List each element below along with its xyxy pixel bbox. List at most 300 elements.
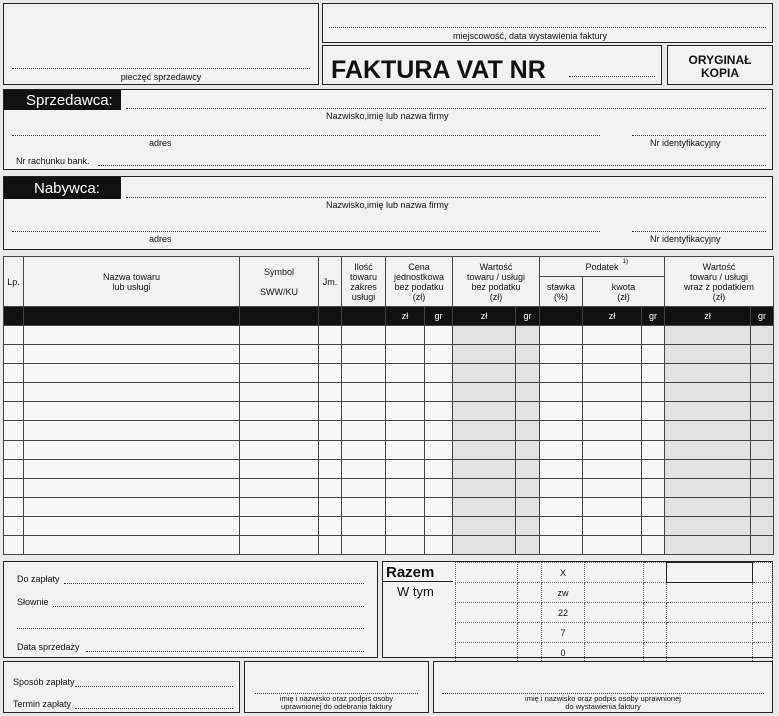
summary-cell[interactable] (456, 583, 518, 603)
table-cell[interactable] (642, 345, 665, 364)
table-cell[interactable] (342, 459, 386, 478)
table-cell[interactable] (665, 459, 751, 478)
table-cell[interactable] (665, 536, 751, 555)
summary-row (456, 643, 773, 663)
table-cell[interactable] (342, 345, 386, 364)
table-cell[interactable] (4, 326, 24, 345)
header-symbol (240, 257, 319, 307)
table-cell[interactable] (24, 536, 240, 555)
table-cell[interactable] (425, 345, 453, 364)
table-cell[interactable] (751, 402, 774, 421)
summary-rate-cell: 7 (542, 623, 585, 643)
table-cell[interactable] (453, 345, 516, 364)
summary-cell[interactable] (456, 603, 518, 623)
payment-box (3, 561, 378, 658)
seller-address-caption: adres (149, 138, 172, 148)
summary-rate-cell: X (542, 563, 585, 583)
table-cell[interactable] (751, 440, 774, 459)
summary-cell[interactable] (456, 643, 518, 663)
table-cell[interactable] (425, 497, 453, 516)
summary-cell[interactable] (456, 563, 518, 583)
sub-price-gr: gr (425, 307, 453, 326)
table-cell[interactable] (386, 326, 425, 345)
table-cell[interactable] (642, 536, 665, 555)
table-cell[interactable] (386, 364, 425, 383)
table-cell[interactable] (751, 459, 774, 478)
invoice-title: FAKTURA VAT NR (331, 56, 546, 84)
table-cell[interactable] (665, 326, 751, 345)
table-cell[interactable] (453, 440, 516, 459)
header-tax-rate: stawka (%) (540, 277, 583, 307)
table-row (4, 364, 774, 383)
seller-section (3, 89, 773, 170)
table-cell[interactable] (540, 440, 583, 459)
table-cell[interactable] (540, 497, 583, 516)
table-cell[interactable] (516, 536, 540, 555)
original-copy-box (667, 45, 773, 85)
table-cell[interactable] (751, 516, 774, 535)
table-cell[interactable] (516, 478, 540, 497)
total-top-line (383, 581, 453, 582)
table-cell[interactable] (24, 421, 240, 440)
table-cell[interactable] (386, 497, 425, 516)
table-cell[interactable] (665, 478, 751, 497)
table-cell[interactable] (516, 440, 540, 459)
seller-header-label: Sprzedawca: (26, 92, 113, 109)
table-cell[interactable] (24, 364, 240, 383)
table-cell[interactable] (453, 421, 516, 440)
table-cell[interactable] (319, 383, 342, 402)
summary-row (456, 563, 773, 583)
header-tax-note: 1) (622, 259, 629, 265)
header-unit-price: Cena jednostkowa bez podatku (zł) (386, 257, 453, 307)
table-cell[interactable] (4, 478, 24, 497)
summary-cell[interactable] (456, 623, 518, 643)
including-label: W tym (397, 584, 434, 599)
table-cell[interactable] (240, 440, 319, 459)
table-cell[interactable] (751, 326, 774, 345)
table-cell[interactable] (342, 440, 386, 459)
table-cell[interactable] (583, 459, 642, 478)
table-cell[interactable] (540, 402, 583, 421)
summary-cell[interactable] (518, 603, 542, 623)
table-cell[interactable] (240, 497, 319, 516)
table-cell[interactable] (425, 536, 453, 555)
table-cell[interactable] (386, 459, 425, 478)
table-cell[interactable] (665, 497, 751, 516)
table-row (4, 402, 774, 421)
summary-cell[interactable] (753, 643, 773, 663)
table-cell[interactable] (425, 440, 453, 459)
summary-grid (455, 562, 773, 663)
table-cell[interactable] (240, 421, 319, 440)
summary-cell[interactable] (667, 603, 753, 623)
issuer-signature-box (433, 661, 773, 713)
table-cell[interactable] (319, 478, 342, 497)
summary-rate-cell: 22 (542, 603, 585, 623)
summary-cell[interactable] (585, 623, 644, 643)
title-box (322, 45, 662, 85)
table-cell[interactable] (386, 536, 425, 555)
table-cell[interactable] (425, 478, 453, 497)
deadline-line[interactable] (75, 708, 233, 709)
summary-row (456, 623, 773, 643)
table-row (4, 421, 774, 440)
summary-box (382, 561, 773, 658)
table-cell[interactable] (540, 459, 583, 478)
table-cell[interactable] (342, 364, 386, 383)
table-cell[interactable] (4, 459, 24, 478)
table-cell[interactable] (516, 383, 540, 402)
table-cell[interactable] (4, 497, 24, 516)
table-cell[interactable] (24, 383, 240, 402)
table-cell[interactable] (386, 516, 425, 535)
table-cell[interactable] (4, 516, 24, 535)
buyer-address-line[interactable] (12, 231, 600, 232)
table-cell[interactable] (540, 536, 583, 555)
table-cell[interactable] (240, 459, 319, 478)
table-cell[interactable] (583, 326, 642, 345)
words-label: Słownie (17, 597, 49, 607)
table-cell[interactable] (583, 536, 642, 555)
table-cell[interactable] (583, 516, 642, 535)
table-cell[interactable] (453, 497, 516, 516)
table-cell[interactable] (342, 516, 386, 535)
table-cell[interactable] (425, 516, 453, 535)
table-cell[interactable] (665, 421, 751, 440)
buyer-header-label: Nabywca: (34, 180, 100, 197)
summary-cell[interactable] (667, 563, 753, 583)
summary-cell[interactable] (585, 643, 644, 663)
stamp-caption: pieczęć sprzedawcy (120, 72, 202, 82)
header-name: Nazwa towaru lub usługi (24, 257, 240, 307)
table-cell[interactable] (240, 478, 319, 497)
sale-date-line[interactable] (86, 651, 364, 652)
table-cell[interactable] (642, 364, 665, 383)
buyer-section (3, 176, 773, 250)
sub-lp (4, 307, 24, 326)
sub-qty (342, 307, 386, 326)
table-cell[interactable] (342, 383, 386, 402)
sub-name (24, 307, 240, 326)
summary-cell[interactable] (518, 623, 542, 643)
seller-name-line[interactable] (126, 108, 766, 109)
sub-symbol (240, 307, 319, 326)
table-cell[interactable] (516, 497, 540, 516)
table-cell[interactable] (516, 326, 540, 345)
table-cell[interactable] (642, 440, 665, 459)
table-cell[interactable] (751, 383, 774, 402)
payment-method-box (3, 661, 240, 713)
table-cell[interactable] (516, 459, 540, 478)
table-cell[interactable] (425, 402, 453, 421)
method-line[interactable] (75, 686, 233, 687)
seller-header (4, 90, 121, 110)
table-cell[interactable] (642, 402, 665, 421)
seller-stamp-box (3, 3, 319, 85)
summary-rate-cell: 0 (542, 643, 585, 663)
table-cell[interactable] (583, 497, 642, 516)
summary-rate-cell: zw (542, 583, 585, 603)
sub-jm (319, 307, 342, 326)
table-cell[interactable] (240, 326, 319, 345)
buyer-header (4, 177, 121, 199)
seller-bank-line[interactable] (98, 165, 766, 166)
summary-rows (456, 563, 773, 663)
table-cell[interactable] (751, 421, 774, 440)
table-cell[interactable] (342, 421, 386, 440)
table-cell[interactable] (583, 440, 642, 459)
header-symbol-line1: Symbol (263, 266, 294, 277)
seller-id-caption: Nr identyfikacyjny (650, 138, 721, 148)
table-cell[interactable] (342, 326, 386, 345)
due-label: Do zapłaty (17, 574, 60, 584)
table-cell[interactable] (425, 421, 453, 440)
table-cell[interactable] (540, 421, 583, 440)
table-cell[interactable] (386, 345, 425, 364)
table-cell[interactable] (425, 383, 453, 402)
table-cell[interactable] (4, 383, 24, 402)
deadline-label: Termin zapłaty (13, 699, 72, 709)
table-cell[interactable] (319, 364, 342, 383)
summary-cell[interactable] (585, 563, 644, 583)
table-cell[interactable] (583, 345, 642, 364)
table-cell[interactable] (319, 440, 342, 459)
header-lp: Lp. (4, 257, 24, 307)
table-cell[interactable] (751, 345, 774, 364)
summary-cell[interactable] (644, 603, 667, 623)
table-cell[interactable] (642, 478, 665, 497)
summary-cell[interactable] (644, 623, 667, 643)
table-cell[interactable] (665, 364, 751, 383)
table-cell[interactable] (540, 383, 583, 402)
due-line[interactable] (64, 583, 364, 584)
table-cell[interactable] (583, 421, 642, 440)
table-cell[interactable] (386, 478, 425, 497)
table-cell[interactable] (24, 497, 240, 516)
table-cell[interactable] (453, 516, 516, 535)
table-cell[interactable] (319, 459, 342, 478)
items-table (3, 256, 774, 555)
item-rows (4, 326, 774, 555)
summary-cell[interactable] (518, 583, 542, 603)
table-cell[interactable] (319, 402, 342, 421)
table-cell[interactable] (24, 326, 240, 345)
table-cell[interactable] (516, 402, 540, 421)
copy-label: KOPIA (700, 66, 739, 80)
table-cell[interactable] (642, 459, 665, 478)
table-row (4, 345, 774, 364)
summary-cell[interactable] (667, 583, 753, 603)
words-line-2[interactable] (17, 628, 364, 629)
total-label: Razem (386, 564, 435, 581)
table-cell[interactable] (453, 402, 516, 421)
table-cell[interactable] (642, 497, 665, 516)
header-jm: Jm. (319, 257, 342, 307)
table-cell[interactable] (240, 364, 319, 383)
header-tax (540, 257, 665, 277)
buyer-id-line[interactable] (632, 231, 766, 232)
table-cell[interactable] (642, 383, 665, 402)
table-cell[interactable] (583, 478, 642, 497)
table-cell[interactable] (4, 345, 24, 364)
table-cell[interactable] (665, 402, 751, 421)
table-cell[interactable] (386, 383, 425, 402)
table-cell[interactable] (24, 478, 240, 497)
table-cell[interactable] (453, 364, 516, 383)
table-cell[interactable] (425, 459, 453, 478)
table-cell[interactable] (642, 516, 665, 535)
table-row (4, 536, 774, 555)
receiver-signature-caption: imię i nazwisko oraz podpis osoby uprawnionej do odebrania faktury (279, 694, 394, 711)
words-line[interactable] (53, 606, 364, 607)
table-cell[interactable] (642, 421, 665, 440)
table-cell[interactable] (240, 402, 319, 421)
table-cell[interactable] (583, 402, 642, 421)
table-row (4, 383, 774, 402)
table-cell[interactable] (453, 536, 516, 555)
table-cell[interactable] (540, 478, 583, 497)
summary-cell[interactable] (518, 563, 542, 583)
table-cell[interactable] (342, 478, 386, 497)
table-row (4, 497, 774, 516)
sale-date-label: Data sprzedaży (17, 642, 80, 652)
summary-cell[interactable] (753, 563, 773, 583)
seller-address-line[interactable] (12, 135, 600, 136)
table-cell[interactable] (751, 364, 774, 383)
table-cell[interactable] (516, 421, 540, 440)
table-cell[interactable] (453, 383, 516, 402)
summary-row (456, 603, 773, 623)
header-net-value: Wartość towaru / usługi bez podatku (zł) (453, 257, 540, 307)
table-cell[interactable] (240, 536, 319, 555)
summary-cell[interactable] (753, 583, 773, 603)
table-cell[interactable] (319, 536, 342, 555)
table-cell[interactable] (4, 440, 24, 459)
place-date-caption: miejscowość, data wystawienia faktury (453, 31, 608, 41)
summary-cell[interactable] (644, 643, 667, 663)
table-cell[interactable] (319, 326, 342, 345)
table-cell[interactable] (4, 536, 24, 555)
table-cell[interactable] (516, 516, 540, 535)
table-cell[interactable] (24, 459, 240, 478)
seller-bank-caption: Nr rachunku bank. (16, 156, 90, 166)
receiver-signature-box (244, 661, 429, 713)
summary-cell[interactable] (753, 623, 773, 643)
table-row (4, 459, 774, 478)
table-cell[interactable] (516, 345, 540, 364)
summary-row (456, 583, 773, 603)
table-row (4, 478, 774, 497)
table-cell[interactable] (540, 345, 583, 364)
summary-cell[interactable] (667, 643, 753, 663)
table-cell[interactable] (342, 497, 386, 516)
table-cell[interactable] (540, 364, 583, 383)
table-cell[interactable] (240, 383, 319, 402)
buyer-name-line[interactable] (126, 197, 766, 198)
table-cell[interactable] (453, 459, 516, 478)
invoice-number-line[interactable] (569, 76, 655, 77)
table-cell[interactable] (240, 345, 319, 364)
table-cell[interactable] (319, 497, 342, 516)
table-cell[interactable] (540, 516, 583, 535)
table-cell[interactable] (751, 536, 774, 555)
table-cell[interactable] (751, 497, 774, 516)
sub-tax-rate (540, 307, 583, 326)
sub-net-zl: zł (453, 307, 516, 326)
summary-cell[interactable] (667, 623, 753, 643)
table-cell[interactable] (4, 364, 24, 383)
table-row (4, 516, 774, 535)
buyer-address-caption: adres (149, 234, 172, 244)
table-cell[interactable] (642, 326, 665, 345)
table-cell[interactable] (583, 383, 642, 402)
summary-cell[interactable] (753, 603, 773, 623)
table-cell[interactable] (4, 402, 24, 421)
table-cell[interactable] (453, 326, 516, 345)
table-cell[interactable] (386, 421, 425, 440)
table-cell[interactable] (24, 402, 240, 421)
table-cell[interactable] (342, 402, 386, 421)
table-cell[interactable] (24, 516, 240, 535)
table-cell[interactable] (665, 440, 751, 459)
summary-cell[interactable] (518, 643, 542, 663)
table-cell[interactable] (24, 440, 240, 459)
table-cell[interactable] (319, 345, 342, 364)
table-cell[interactable] (24, 345, 240, 364)
table-cell[interactable] (319, 516, 342, 535)
sub-price-zl: zł (386, 307, 425, 326)
place-date-box (322, 3, 773, 43)
seller-id-line[interactable] (632, 135, 766, 136)
table-cell[interactable] (342, 536, 386, 555)
table-cell[interactable] (425, 326, 453, 345)
header-gross-value: Wartość towaru / usługi wraz z podatkiem (zł) (665, 257, 774, 307)
table-cell[interactable] (386, 440, 425, 459)
table-cell[interactable] (665, 383, 751, 402)
summary-cell[interactable] (585, 583, 644, 603)
sub-gross-gr: gr (751, 307, 774, 326)
table-cell[interactable] (240, 516, 319, 535)
table-cell[interactable] (425, 364, 453, 383)
table-cell[interactable] (540, 326, 583, 345)
table-cell[interactable] (516, 364, 540, 383)
summary-cell[interactable] (585, 603, 644, 623)
buyer-name-caption: Nazwisko,imię lub nazwa firmy (326, 200, 449, 210)
table-cell[interactable] (319, 421, 342, 440)
table-cell[interactable] (665, 345, 751, 364)
seller-name-caption: Nazwisko,imię lub nazwa firmy (326, 111, 449, 121)
table-row (4, 440, 774, 459)
table-cell[interactable] (386, 402, 425, 421)
summary-cell[interactable] (644, 583, 667, 603)
header-symbol-line2: SWW/KU (260, 286, 298, 297)
table-cell[interactable] (4, 421, 24, 440)
method-label: Sposób zapłaty (13, 677, 75, 687)
summary-cell[interactable] (644, 563, 667, 583)
sub-net-gr: gr (516, 307, 540, 326)
sub-gross-zl: zł (665, 307, 751, 326)
table-cell[interactable] (583, 364, 642, 383)
sub-tax-gr: gr (642, 307, 665, 326)
place-date-line[interactable] (329, 27, 766, 28)
sub-tax-zl: zł (583, 307, 642, 326)
table-cell[interactable] (453, 478, 516, 497)
table-cell[interactable] (751, 478, 774, 497)
header-qty: Ilość towaru zakres usługi (342, 257, 386, 307)
table-cell[interactable] (665, 516, 751, 535)
header-tax-amount: kwota (zł) (583, 277, 665, 307)
